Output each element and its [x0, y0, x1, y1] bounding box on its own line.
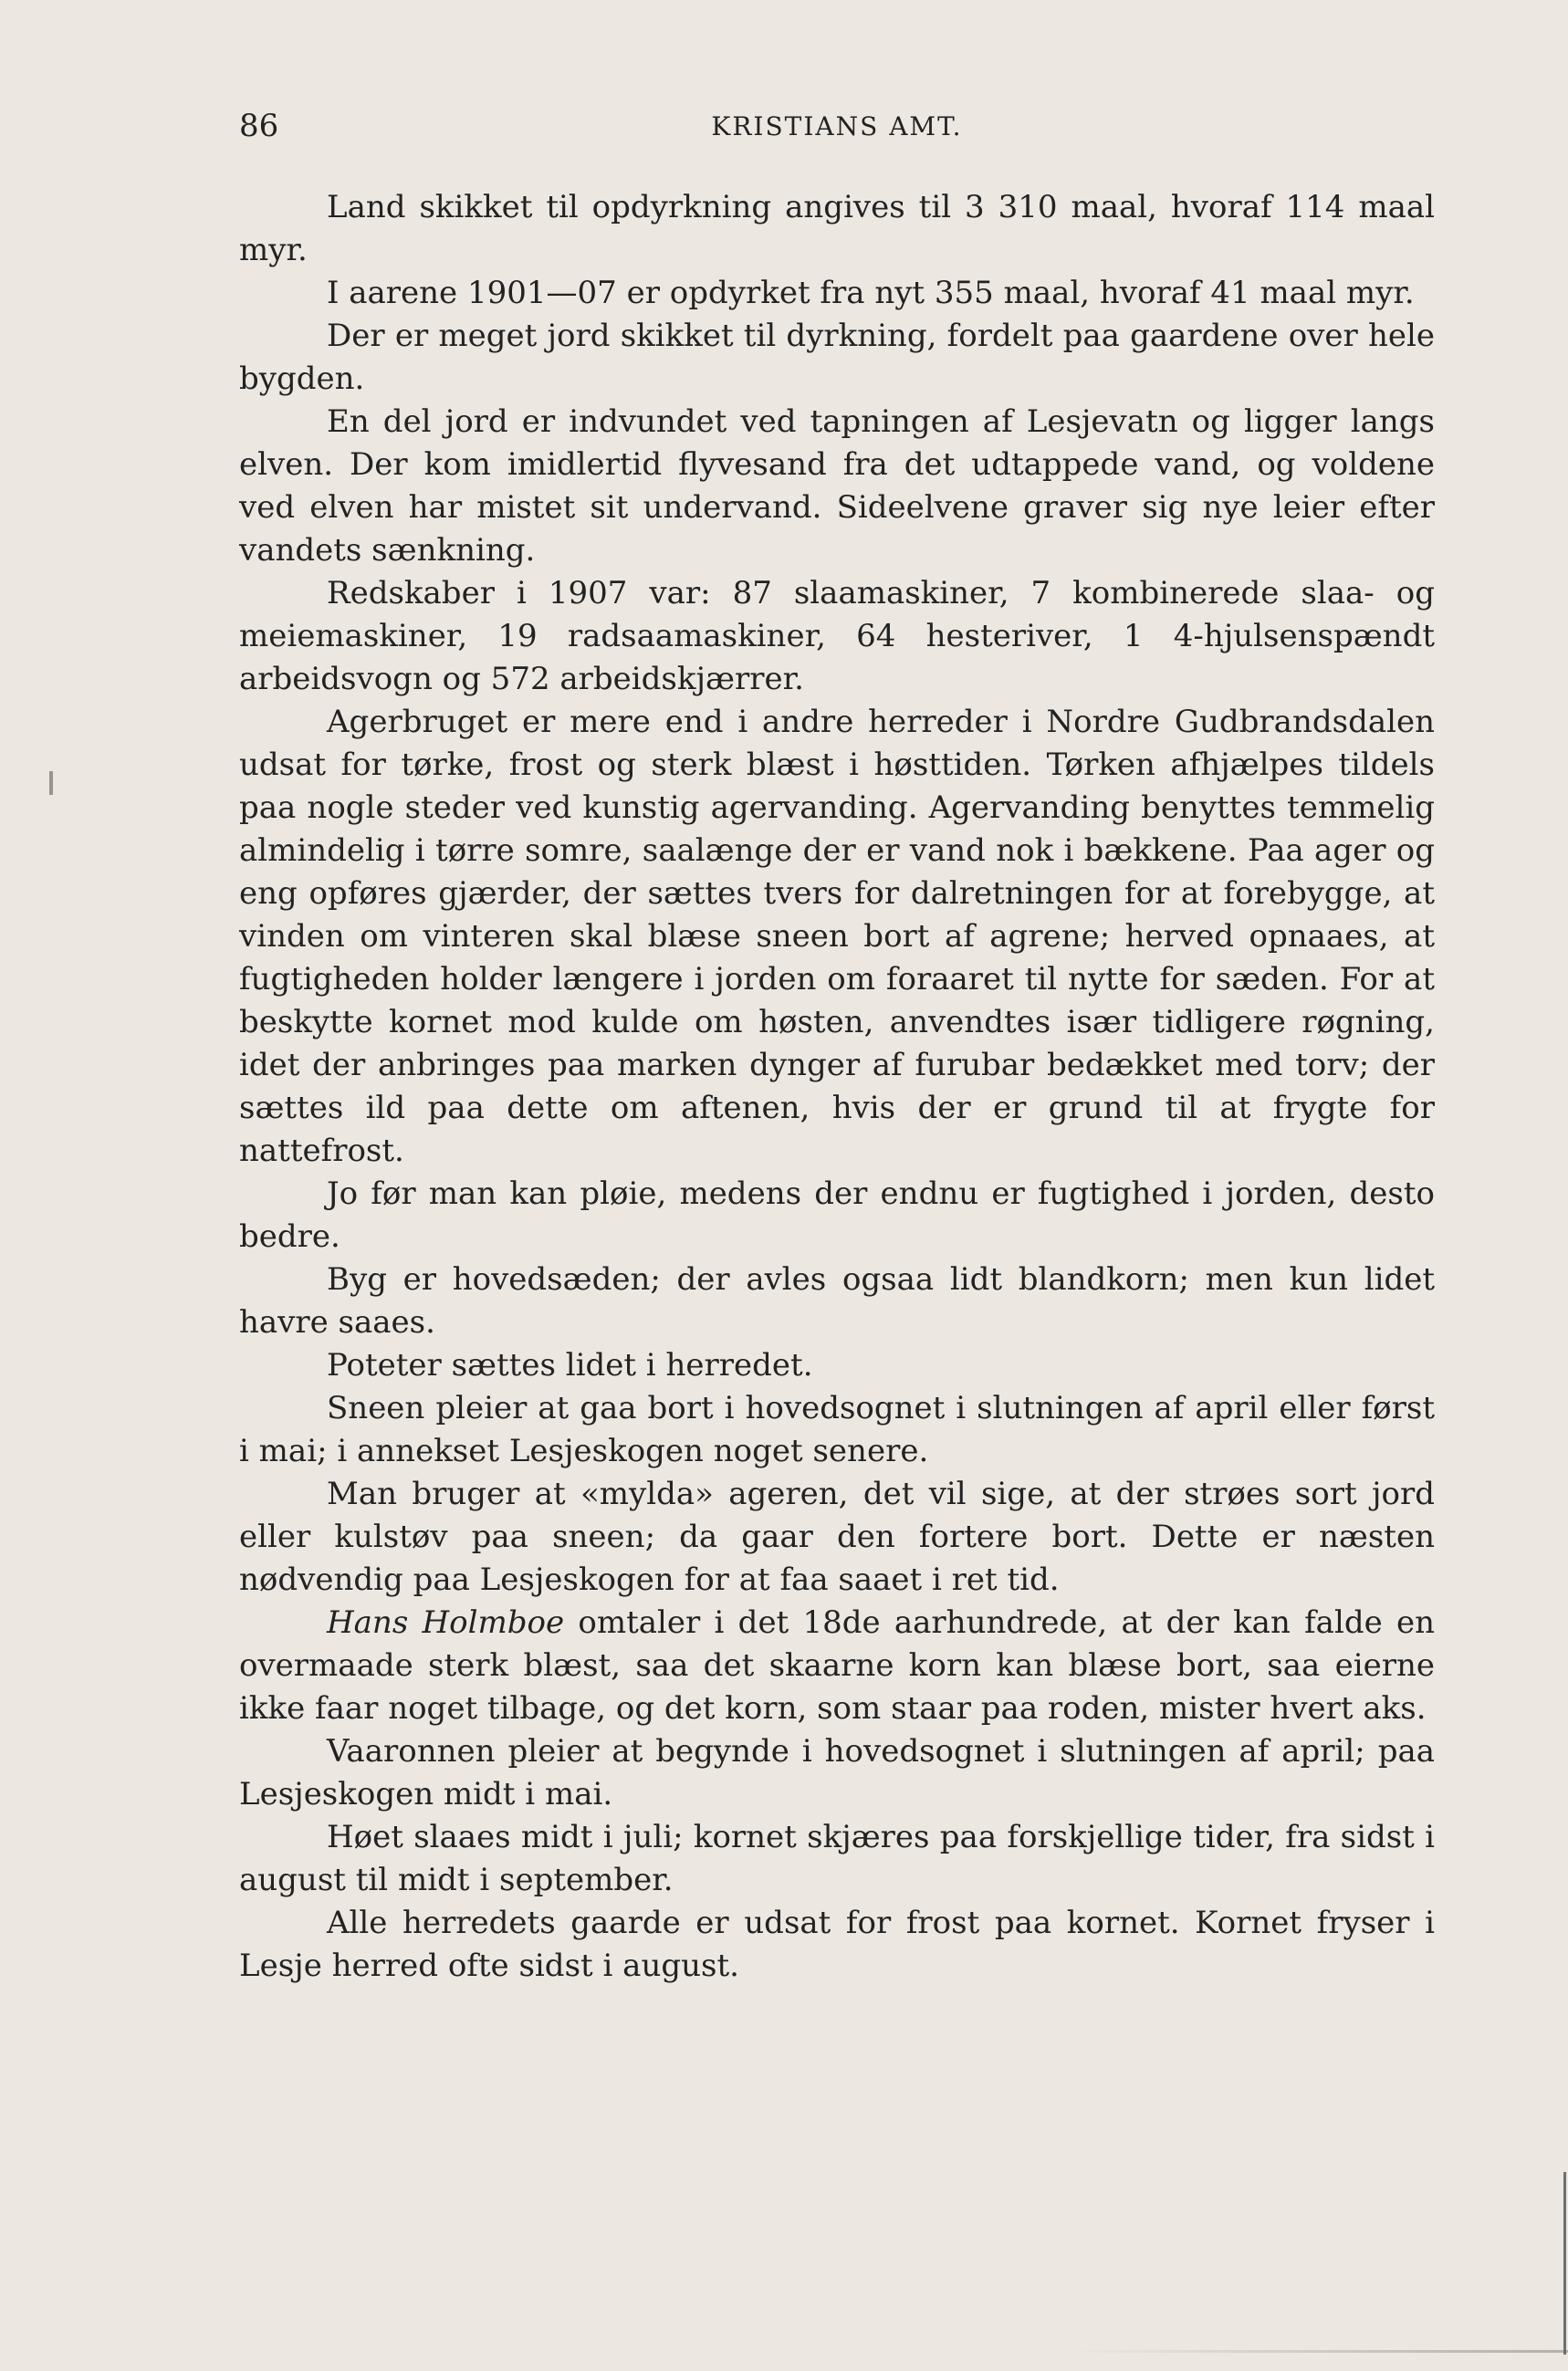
paragraph: [239, 572, 1435, 701]
paragraph-text: En del jord er indvundet ved tapningen af Lesjevatn og ligger langs elven. Der kom imidlertid flyvesand fra det udtappede vand, og voldene ved elven har mistet sit undervand. Sideelvene graver sig nye leier efter vandets sænkning.: [239, 403, 1435, 569]
paragraph-text: Sneen pleier at gaa bort i hovedsognet i slutningen af april eller først i mai; i annekset Lesjeskogen noget senere.: [239, 1390, 1435, 1469]
paragraph: [239, 315, 1435, 401]
paragraph: [239, 1902, 1435, 1988]
paragraph: [239, 1387, 1435, 1473]
paragraph: [239, 1259, 1435, 1344]
paragraph-text: Agerbruget er mere end i andre herreder i Nordre Gudbrandsdalen udsat for tørke, frost og sterk blæst i høsttiden. Tørken afhjælpes tildels paa nogle steder ved kunstig agervanding. Agervanding benyttes temmelig almindelig i tørre somre, saalænge der er vand nok i bækkene. Paa ager og eng opføres gjærder, der sættes tvers for dalretningen for at forebygge, at vinden om vinteren skal blæse sneen bort af agrene; herved opnaaes, at fugtigheden holder længere i jorden om foraaret til nytte for sæden. For at beskytte kornet mod kulde om høsten, anvendtes især tidligere røgning, idet der anbringes paa marken dynger af furubar bedækket med torv; der sættes ild paa dette om aftenen, hvis der er grund til at frygte for nattefrost.: [239, 704, 1435, 1169]
paragraph-text: Der er meget jord skikket til dyrkning, fordelt paa gaardene over hele bygden.: [239, 318, 1435, 397]
paragraph-text: omtaler i det 18de aarhundrede, at der kan falde en overmaade sterk blæst, saa det skaarne korn kan blæse bort, saa eierne ikke faar noget tilbage, og det korn, som staar paa roden, mister hvert aks.: [239, 1604, 1435, 1727]
paragraph: [239, 701, 1435, 1173]
scan-edge-line: [1068, 2350, 1568, 2353]
paragraph-text: Poteter sættes lidet i herredet.: [327, 1347, 813, 1384]
paragraph-text: Byg er hovedsæden; der avles ogsaa lidt blandkorn; men kun lidet havre saaes.: [239, 1261, 1435, 1341]
paragraph: [239, 1473, 1435, 1602]
margin-mark: [49, 771, 53, 795]
paragraph: [239, 272, 1435, 315]
paragraph-text: Land skikket til opdyrkning angives til 3 310 maal, hvoraf 114 maal myr.: [239, 189, 1435, 268]
paragraph: [239, 1344, 1435, 1387]
paragraph-text: Jo før man kan pløie, medens der endnu er fugtighed i jorden, desto bedre.: [239, 1175, 1435, 1255]
body-text: [239, 186, 1435, 1988]
paragraph-text: Høet slaaes midt i juli; kornet skjæres paa forskjellige tider, fra sidst i august til midt i september.: [239, 1819, 1435, 1898]
paragraph-text: I aarene 1901—07 er opdyrket fra nyt 355 maal, hvoraf 41 maal myr.: [327, 275, 1415, 311]
page-number: 86: [239, 108, 279, 144]
author-name-italic: Hans Holmboe: [327, 1604, 565, 1641]
paragraph-text: Alle herredets gaarde er udsat for frost paa kornet. Kornet fryser i Lesje herred ofte sidst i august.: [239, 1905, 1435, 1984]
paragraph-text: Man bruger at «mylda» ageren, det vil sige, at der strøes sort jord eller kulstøv paa sneen; da gaar den fortere bort. Dette er næsten nødvendig paa Lesjeskogen for at faa saaet i ret tid.: [239, 1476, 1435, 1598]
paragraph: [239, 1602, 1435, 1730]
paragraph: [239, 1816, 1435, 1902]
running-head: KRISTIANS AMT.: [711, 111, 963, 141]
paragraph-text: Redskaber i 1907 var: 87 slaamaskiner, 7 kombinerede slaa- og meiemaskiner, 19 radsaamaskiner, 64 hesteriver, 1 4-hjulsenspændt arbeidsvogn og 572 arbeidskjærrer.: [239, 575, 1435, 697]
page-header: [239, 108, 1435, 153]
paragraph: [239, 401, 1435, 572]
paragraph: [239, 1173, 1435, 1259]
scan-edge-shadow: [1563, 2172, 1566, 2355]
paragraph: [239, 1730, 1435, 1816]
paragraph: [239, 186, 1435, 272]
paragraph-text: Vaaronnen pleier at begynde i hovedsognet i slutningen af april; paa Lesjeskogen midt i mai.: [239, 1733, 1435, 1812]
